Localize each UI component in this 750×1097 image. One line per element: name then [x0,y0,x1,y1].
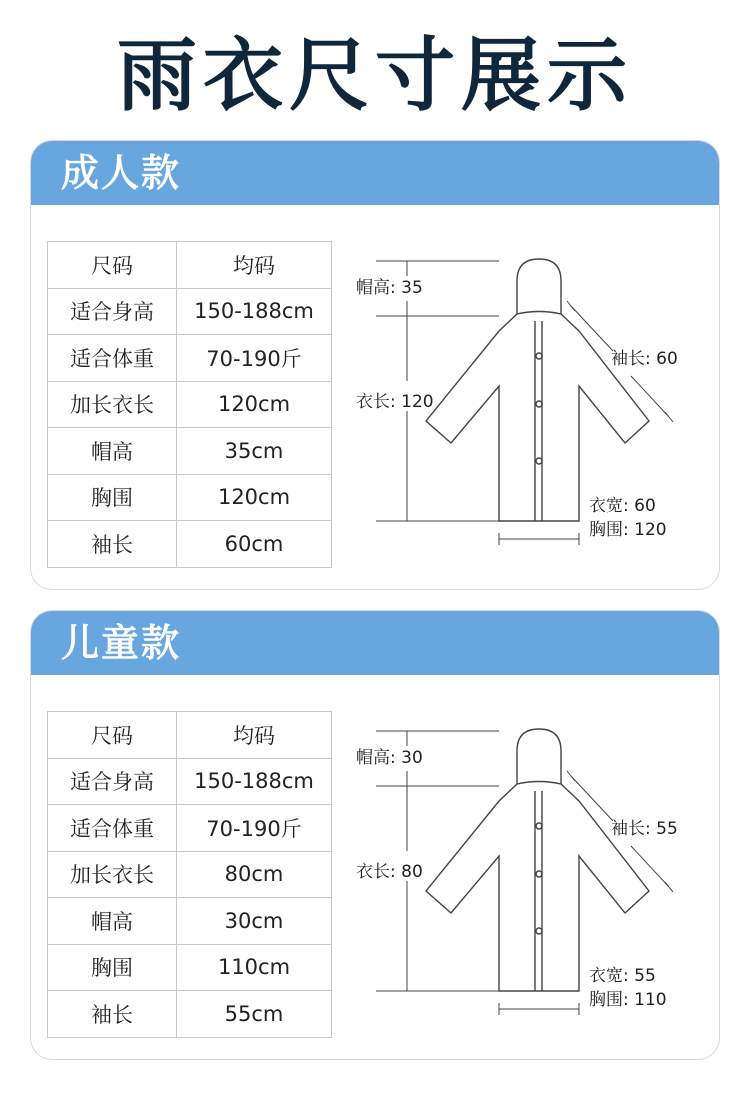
table-cell: 70-190斤 [177,335,332,382]
length-label: 衣长: 80 [356,862,423,882]
table-cell: 适合体重 [48,805,177,852]
chest-label: 胸围: 120 [589,520,667,540]
table-cell: 30cm [177,898,332,945]
raincoat-icon [426,259,649,521]
table-cell: 150-188cm [177,288,332,335]
raincoat-diagram [31,141,720,590]
table-cell: 适合身高 [48,758,177,805]
table-cell: 帽高 [48,898,177,945]
table-cell: 35cm [177,428,332,475]
table-cell: 适合身高 [48,288,177,335]
table-cell: 150-188cm [177,758,332,805]
section-heading: 成人款 [61,151,182,195]
table-cell: 70-190斤 [177,805,332,852]
width-label: 衣宽: 55 [589,966,656,986]
table-cell: 55cm [177,991,332,1038]
raincoat-diagram [31,611,720,1060]
sleeve-label: 袖长: 60 [611,349,678,369]
table-cell: 胸围 [48,474,177,521]
table-cell: 均码 [177,712,332,759]
child-section [30,610,720,1060]
table-cell: 袖长 [48,991,177,1038]
length-label: 衣长: 120 [356,392,434,412]
adult-section [30,140,720,590]
table-cell: 胸围 [48,944,177,991]
hood-height-label: 帽高: 30 [356,748,423,768]
table-cell: 加长衣长 [48,851,177,898]
width-label: 衣宽: 60 [589,496,656,516]
table-cell: 帽高 [48,428,177,475]
table-cell: 80cm [177,851,332,898]
sleeve-label: 袖长: 55 [611,819,678,839]
table-cell: 120cm [177,474,332,521]
section-heading: 儿童款 [61,621,182,665]
table-cell: 尺码 [48,242,177,289]
chest-label: 胸围: 110 [589,990,667,1010]
raincoat-icon [426,729,649,991]
page-title: 雨衣尺寸展示 [117,29,633,122]
table-cell: 120cm [177,381,332,428]
table-cell: 110cm [177,944,332,991]
table-cell: 适合体重 [48,335,177,382]
table-cell: 尺码 [48,712,177,759]
table-cell: 加长衣长 [48,381,177,428]
table-cell: 60cm [177,521,332,568]
hood-height-label: 帽高: 35 [356,278,423,298]
table-cell: 均码 [177,242,332,289]
table-cell: 袖长 [48,521,177,568]
